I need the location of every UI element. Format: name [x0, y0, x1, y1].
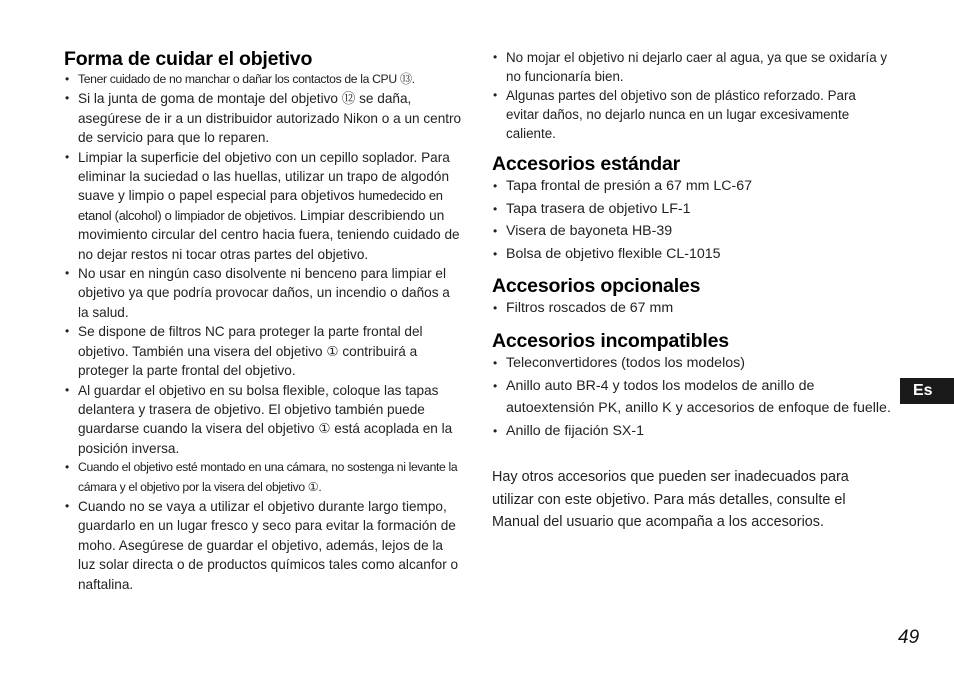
list-item: • Se dispone de filtros NC para proteger la parte frontal del objetivo. También una visera del objetivo ① contribuirá a proteger la parte frontal del objetivo.	[64, 322, 462, 380]
list-item: • Tapa trasera de objetivo LF-1	[492, 198, 752, 221]
list-item: • Filtros roscados de 67 mm	[492, 297, 673, 320]
list-item: • Algunas partes del objetivo son de plástico reforzado. Para evitar daños, no dejarlo nunca en un lugar excesivamente caliente.	[492, 86, 892, 143]
list-item: • No mojar el objetivo ni dejarlo caer al agua, ya que se oxidaría y no funcionaría bien.	[492, 48, 892, 86]
list-item: • No usar en ningún caso disolvente ni benceno para limpiar el objetivo ya que podría provocar daños, un incendio o daños a la salud.	[64, 264, 462, 322]
number-1-icon: ①	[318, 421, 331, 437]
incompatible-note: Hay otros accesorios que pueden ser inadecuados para utilizar con este objetivo. Para más detalles, consulte el Manual del usuario que acompaña a los accesorios.	[492, 469, 849, 531]
list-item: • Cuando no se vaya a utilizar el objetivo durante largo tiempo, guardarlo en un lugar fresco y seco para evitar la formación de moho. Asegúrese de guardar el objetivo, además, lejos de la luz solar directa o de productos químicos tales como alcanfor o naftalina.	[64, 497, 462, 594]
incompatible-accessories-list	[492, 352, 892, 442]
number-13-icon: ⑬	[399, 72, 412, 86]
care-heading: Forma de cuidar el objetivo	[64, 48, 313, 70]
incompatible-accessories-heading: Accesorios incompatibles	[492, 330, 729, 352]
list-item: • Anillo de fijación SX-1	[492, 420, 892, 443]
standard-accessories-list	[492, 175, 752, 265]
list-item: • Al guardar el objetivo en su bolsa flexible, coloque las tapas delantera y trasera de objetivo. El objetivo también puede guardarse cuando la visera del objetivo ① está acoplada en la posición inversa.	[64, 381, 462, 459]
list-item: • Visera de bayoneta HB-39	[492, 220, 752, 243]
list-item: • Teleconvertidores (todos los modelos)	[492, 352, 892, 375]
care-list	[64, 70, 462, 594]
page-number: 49	[898, 627, 920, 648]
language-tab: Es	[900, 378, 954, 404]
list-item: • Cuando el objetivo esté montado en una cámara, no sostenga ni levante la cámara y el objetivo por la visera del objetivo ①.	[64, 458, 462, 497]
list-item: • Bolsa de objetivo flexible CL-1015	[492, 243, 752, 266]
number-1-icon: ①	[326, 343, 339, 359]
number-1-icon: ①	[307, 479, 319, 494]
list-item: • Limpiar la superficie del objetivo con un cepillo soplador. Para eliminar la suciedad o las huellas, utilizar un trapo de algodón suave y limpio o papel especial para objetivos humedecido en etanol (alcohol) o limpiador de objetivos. Limpiar describiendo un movimiento circular del centro hacia fuera, teniendo cuidado de no dejar restos ni tocar otras partes del objetivo.	[64, 148, 462, 264]
care-list-continued	[492, 48, 892, 143]
number-12-icon: ⑫	[341, 91, 356, 107]
list-item: • Tener cuidado de no manchar o dañar los contactos de la CPU ⑬.	[64, 70, 462, 89]
optional-accessories-list	[492, 297, 673, 320]
list-item: • Tapa frontal de presión a 67 mm LC-67	[492, 175, 752, 198]
optional-accessories-heading: Accesorios opcionales	[492, 275, 701, 297]
list-item: • Si la junta de goma de montaje del objetivo ⑫ se daña, asegúrese de ir a un distribuidor autorizado Nikon o a un centro de servicio para que lo reparen.	[64, 89, 462, 147]
standard-accessories-heading: Accesorios estándar	[492, 153, 681, 175]
list-item: • Anillo auto BR-4 y todos los modelos de anillo de autoextensión PK, anillo K y accesorios de enfoque de fuelle.	[492, 375, 892, 420]
